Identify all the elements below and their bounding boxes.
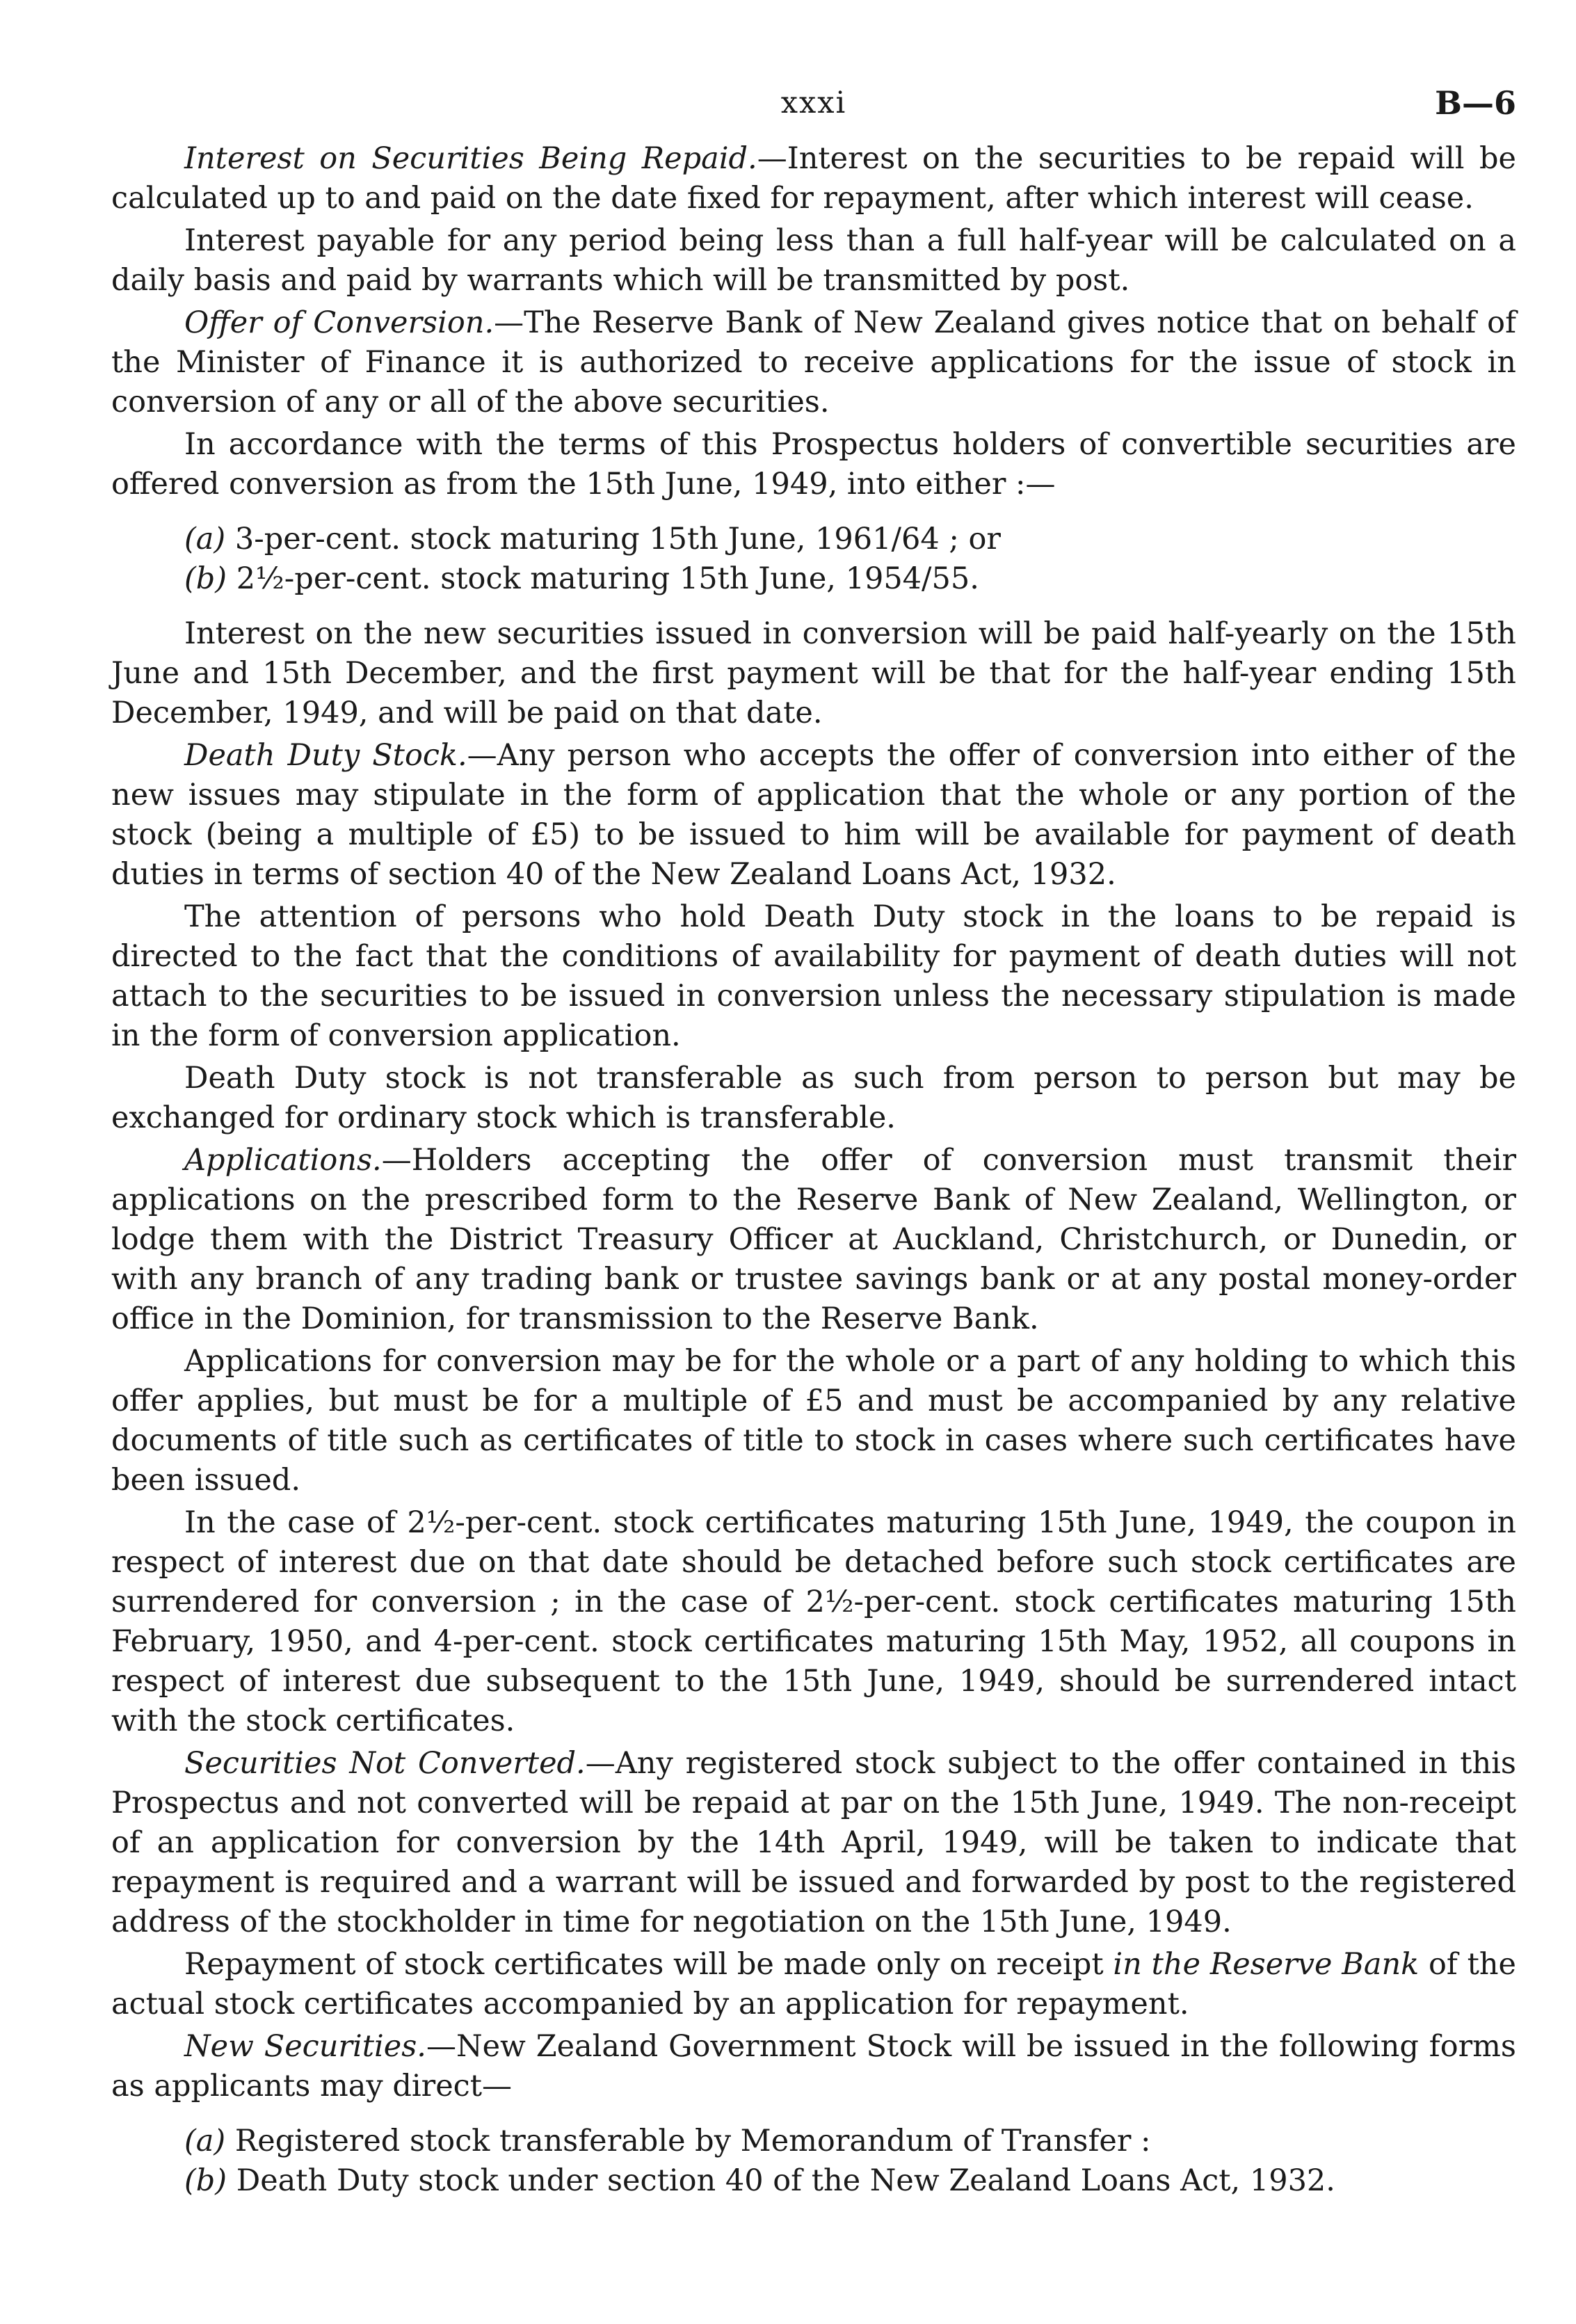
paragraph-not-transferable: Death Duty stock is not transferable as such from person to person but may be exchanged for ordinary stock which is transferable. (111, 1061, 1516, 1135)
paragraph-applications (111, 1141, 1516, 1339)
page-header (111, 83, 1516, 139)
form-a-label: (a) (184, 2124, 226, 2158)
heading-new-securities: New Securities. (184, 2029, 426, 2064)
text-repayment-b: of the actual stock certificates accompanied by an application for repayment. (111, 1947, 1516, 2021)
paragraph-repayment-certificates (111, 1945, 1516, 2024)
text-applications: —Holders accepting the offer of conversion must transmit their applications on the prescribed form to the Reserve Bank of New Zealand, Wellington, or lodge them with the District Treasury Officer at Auckland, Christchurch, or Dunedin, or with any branch of any trading bank or trustee savings bank or at any postal money-order office in the Dominion, for transmission to the Reserve Bank. (111, 1143, 1516, 1336)
stock-form-b (184, 2161, 1516, 2201)
option-b-text: 2½-per-cent. stock maturing 15th June, 1954/55. (227, 561, 979, 596)
paragraph-interest-repaid (111, 139, 1516, 218)
heading-applications: Applications. (184, 1143, 382, 1178)
conversion-option-b (184, 559, 1516, 599)
paragraph-death-duty-stock (111, 736, 1516, 895)
paragraph-new-securities (111, 2027, 1516, 2106)
text-new-securities: —New Zealand Government Stock will be issued in the following forms as applicants may direct— (111, 2029, 1516, 2103)
form-b-label: (b) (184, 2163, 227, 2198)
text-offer-conversion: —The Reserve Bank of New Zealand gives notice that on behalf of the Minister of Finance it is authorized to receive applications for the issue of stock in conversion of any or all of the above securities. (111, 305, 1516, 419)
conversion-option-a (184, 520, 1516, 559)
option-a-label: (a) (184, 522, 226, 556)
document-reference: B—6 (1435, 84, 1516, 122)
heading-interest-repaid: Interest on Securities Being Repaid. (184, 141, 757, 176)
stock-forms-list (184, 2122, 1516, 2201)
paragraph-interest-payable: Interest payable for any period being less than a full half-year will be calculated on a daily basis and paid by warrants which will be transmitted by post. (111, 223, 1516, 298)
text-securities-not-converted: —Any registered stock subject to the offer contained in this Prospectus and not converted will be repaid at par on the 15th June, 1949. The non-receipt of an application for conversion by the 14th April, 1949, will be taken to indicate that repayment is required and a warrant will be issued and forwarded by post to the registered address of the stockholder in time for negotiation on the 15th June, 1949. (111, 1746, 1516, 1939)
heading-offer-conversion: Offer of Conversion. (184, 305, 494, 340)
text-death-duty-stock: —Any person who accepts the offer of conversion into either of the new issues may stipulate in the form of application that the whole or any portion of the stock (being a multiple of £5) to be issued to him will be available for payment of death duties in terms of section 40 of the New Zealand Loans Act, 1932. (111, 738, 1516, 892)
paragraph-applications-multiple: Applications for conversion may be for the whole or a part of any holding to which this offer applies, but must be for a multiple of £5 and must be accompanied by any relative documents of title such as certificates of title to stock in cases where such certificates have been issued. (111, 1344, 1516, 1498)
paragraph-coupons: In the case of 2½-per-cent. stock certificates maturing 15th June, 1949, the coupon in respect of interest due on that date should be detached before such stock certificates are surrendered for conversion ; in the case of 2½-per-cent. stock certificates maturing 15th February, 1950, and 4-per-cent. stock certificates maturing 15th May, 1952, all coupons in respect of interest due subsequent to the 15th June, 1949, should be surrendered intact with the stock certificates. (111, 1505, 1516, 1738)
stock-form-a (184, 2122, 1516, 2161)
heading-death-duty-stock: Death Duty Stock. (184, 738, 467, 773)
option-a-text: 3-per-cent. stock maturing 15th June, 1961/64 ; or (225, 522, 1001, 556)
document-page (111, 83, 1516, 2216)
page-number: xxxi (780, 86, 847, 120)
conversion-options-list (184, 520, 1516, 599)
paragraph-attention: The attention of persons who hold Death Duty stock in the loans to be repaid is directed to the fact that the conditions of availability for payment of death duties will not attach to the securities to be issued in conversion unless the necessary stipulation is made in the form of conversion application. (111, 899, 1516, 1053)
paragraph-accordance: In accordance with the terms of this Prospectus holders of convertible securities are offered conversion as from the 15th June, 1949, into either :— (111, 427, 1516, 502)
text-repayment-emphasis: in the Reserve Bank (1113, 1947, 1420, 1982)
form-a-text: Registered stock transferable by Memorandum of Transfer : (225, 2124, 1151, 2158)
paragraph-securities-not-converted (111, 1744, 1516, 1942)
paragraph-offer-conversion (111, 303, 1516, 422)
text-interest-repaid: —Interest on the securities to be repaid will be calculated up to and paid on the date fixed for repayment, after which interest will cease. (111, 141, 1517, 216)
text-repayment-a: Repayment of stock certificates will be made only on receipt (184, 1947, 1113, 1982)
paragraph-interest-new-securities: Interest on the new securities issued in conversion will be paid half-yearly on the 15th June and 15th December, and the first payment will be that for the half-year ending 15th December, 1949, and will be paid on that date. (111, 616, 1516, 730)
option-b-label: (b) (184, 561, 227, 596)
form-b-text: Death Duty stock under section 40 of the New Zealand Loans Act, 1932. (227, 2163, 1335, 2198)
heading-securities-not-converted: Securities Not Converted. (184, 1746, 586, 1781)
